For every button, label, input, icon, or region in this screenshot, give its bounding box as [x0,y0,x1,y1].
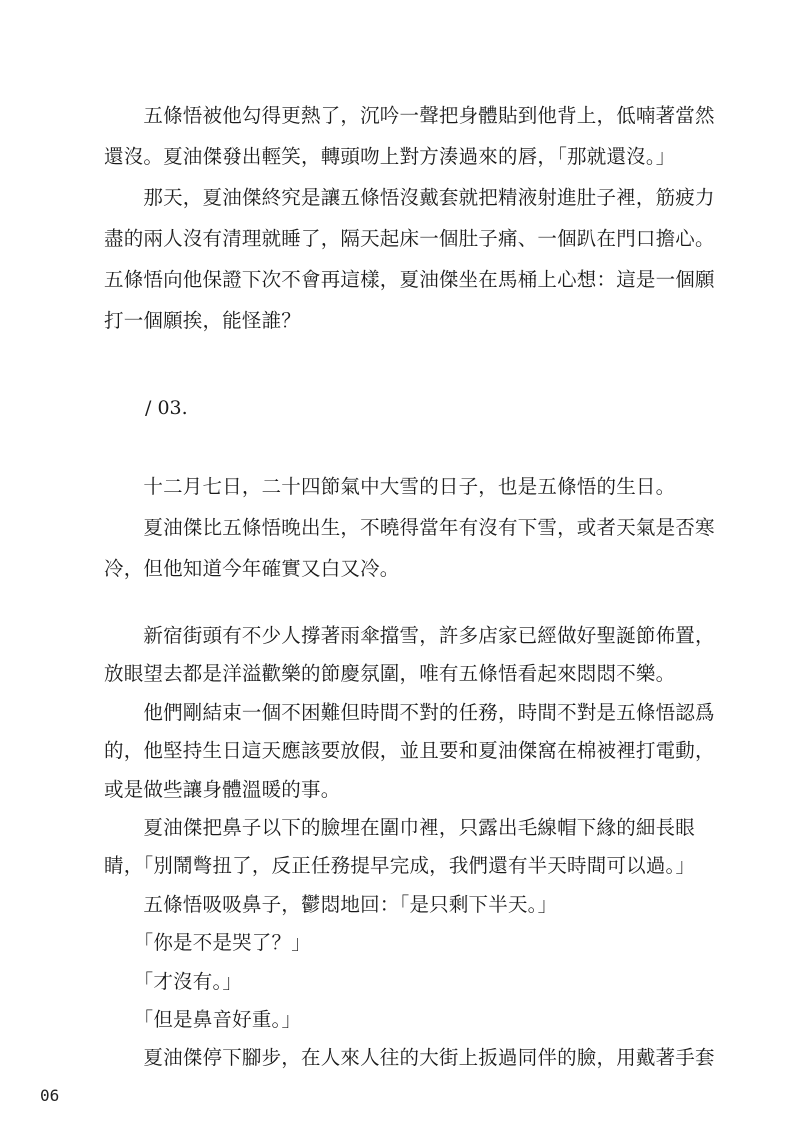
paragraph-line: 十二月七日，二十四節氣中大雪的日子，也是五條悟的生日。 [104,475,676,498]
paragraph-line: 「但是鼻音好重。」 [104,1008,302,1031]
paragraph-line: 冷，但他知道今年確實又白又冷。 [104,557,400,580]
paragraph-line: 五條悟被他勾得更熱了，沉吟一聲把身體貼到他背上，低喃著當然 [104,104,715,127]
paragraph-line: 睛，「別鬧彆扭了，反正任務提早完成，我們還有半天時間可以過。」 [104,854,696,878]
paragraph-line: 的，他堅持生日這天應該要放假，並且要和夏油傑窩在棉被裡打電動， [104,739,715,763]
paragraph-line: 那天，夏油傑終究是讓五條悟沒戴套就把精液射進肚子裡，筋疲力 [104,186,715,209]
paragraph-line: 打一個願挨，能怪誰？ [104,309,302,332]
paragraph-line: 還沒。夏油傑發出輕笑，轉頭吻上對方湊過來的唇，「那就還沒。」 [104,145,676,168]
paragraph-line: 五條悟向他保證下次不會再這樣，夏油傑坐在馬桶上心想：這是一個願 [104,268,715,291]
paragraph-line: 夏油傑把鼻子以下的臉埋在圍巾裡，只露出毛線帽下緣的細長眼 [104,816,696,839]
paragraph-line: 「才沒有。」 [104,969,243,993]
paragraph-line: 或是做些讓身體溫暖的事。 [104,777,341,801]
paragraph-line: 新宿街頭有不少人撐著雨傘擋雪，許多店家已經做好聖誕節佈置， [104,624,715,647]
paragraph-line: 夏油傑停下腳步，在人來人往的大街上扳過同伴的臉，用戴著手套 [104,1046,715,1070]
paragraph-line: 放眼望去都是洋溢歡樂的節慶氛圍，唯有五條悟看起來悶悶不樂。 [104,662,676,686]
paragraph-line: 盡的兩人沒有清理就睡了，隔天起床一個肚子痛、一個趴在門口擔心。 [104,227,715,250]
page-number: 06 [40,1086,60,1105]
paragraph-line: 他們剛結束一個不困難但時間不對的任務，時間不對是五條悟認爲 [104,700,715,724]
paragraph-line: 五條悟吸吸鼻子，鬱悶地回：「是只剩下半天。」 [104,892,558,916]
paragraph-line: 「你是不是哭了？」 [104,931,311,955]
section-heading: / 03. [145,397,188,419]
paragraph-line: 夏油傑比五條悟晚出生，不曉得當年有沒有下雪，或者天氣是否寒 [104,516,715,539]
